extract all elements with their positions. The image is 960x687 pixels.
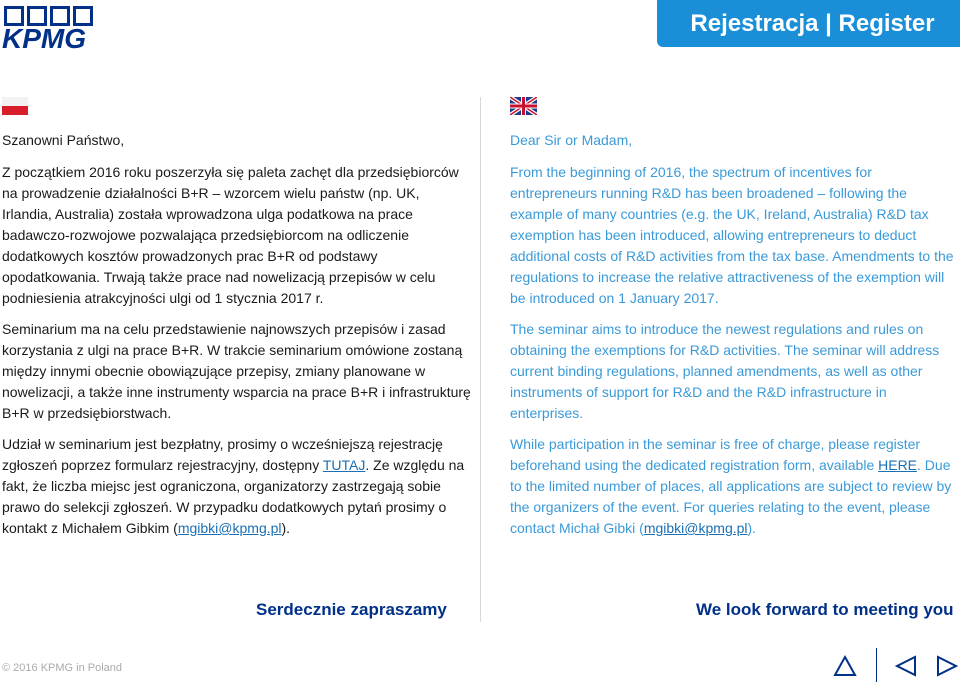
english-email-link[interactable]: mgibki@kpmg.pl <box>643 520 748 536</box>
english-closing: We look forward to meeting you <box>696 600 954 619</box>
english-paragraph-1: From the beginning of 2016, the spectrum of incentives for entrepreneurs running R&D has been broadened – following the example of many countries (e.g. the UK, Ireland, Australia) R&D tax exemption has been introduced, allowing entrepreneurs to deduct additional costs of R&D activities from the tax base. Amendments to the regulations to increase the relative attractiveness of the exemption will be introduced on 1 January 2017. <box>510 164 954 306</box>
triangle-right-icon[interactable] <box>934 653 960 679</box>
polish-invitation <box>2 130 472 549</box>
polish-paragraph-1: Z początkiem 2016 roku poszerzyła się paleta zachęt dla przedsiębiorców na prowadzenie działalności B+R – wzorcem wielu państw (np. UK, Irlandia, Australia) została wprowadzona ulga podatkowa na prace badawczo-rozwojowe pozwalająca przedsiębiorcom na odliczenie dodatkowych kosztów prowadzonych prac B+R od podstawy opodatkowania. Trwają także prace nad nowelizacją przepisów w celu podniesienia atrakcyjności ulgi od 1 stycznia 2017 r. <box>2 164 459 306</box>
polish-registration-link[interactable]: TUTAJ <box>322 457 366 473</box>
polish-paragraph-3-close: ). <box>281 520 291 536</box>
kpmg-logo <box>2 6 120 50</box>
kpmg-logo-mark <box>2 6 120 50</box>
polish-paragraph-2: Seminarium ma na celu przedstawienie najnowszych przepisów i zasad korzystania z ulgi na prace B+R. W trakcie seminarium omówione zostaną między innymi obecnie obowiązujące przepisy, zmiany planowane w nowelizacji, a także inne instrumenty wsparcia na prace B+R i infrastrukturę B+R w przedsiębiorstwach. <box>2 321 471 421</box>
english-paragraph-3 <box>510 434 960 539</box>
polish-paragraph-3-start: Udział w seminarium jest bezpłatny, prosimy o wcześniejszą rejestrację zgłoszeń poprzez formularz rejestracyjny, dostępny <box>2 436 443 473</box>
english-paragraph-3-start: While participation in the seminar is free of charge, please register beforehand using the dedicated registration form, available <box>510 436 921 473</box>
polish-paragraph-3-end: . Ze względu na fakt, że liczba miejsc jest ograniczona, organizatorzy zastrzegają sobie prawo do selekcji zgłoszeń. W przypadku dodatkowych pytań prosimy o kontakt z Michałem Gibkim ( <box>2 457 465 536</box>
english-paragraph-2: The seminar aims to introduce the newest regulations and rules on obtaining the exemptions for R&D activities. The seminar will address current binding regulations, planned amendments, as well as other instruments of support for R&D and the R&D infrastructure in enterprises. <box>510 321 940 421</box>
logo-wordmark: KPMG <box>2 23 86 50</box>
polish-email-link[interactable]: mgibki@kpmg.pl <box>177 520 282 536</box>
register-button-label: Rejestracja | Register <box>690 9 935 37</box>
english-paragraph-3-end: . Due to the limited number of places, all applications are subject to review by the organizers of the event. For queries relating to the event, please contact Michał Gibki ( <box>510 457 952 536</box>
english-greeting: Dear Sir or Madam, <box>510 132 633 148</box>
register-button[interactable] <box>657 0 960 47</box>
english-paragraph-3-close: ). <box>747 520 757 536</box>
copyright-text: © 2016 KPMG in Poland <box>2 662 123 674</box>
english-invitation <box>510 130 960 549</box>
triangle-left-icon[interactable] <box>893 653 919 679</box>
nav-separator <box>876 648 877 682</box>
column-divider <box>480 97 481 622</box>
polish-paragraph-3 <box>2 434 472 539</box>
polish-greeting: Szanowni Państwo, <box>2 132 125 148</box>
uk-flag-icon <box>510 97 537 115</box>
poland-flag-icon <box>2 97 28 115</box>
polish-closing: Serdecznie zapraszamy <box>256 600 447 619</box>
english-registration-link[interactable]: HERE <box>878 457 918 473</box>
triangle-up-icon[interactable] <box>832 653 858 679</box>
